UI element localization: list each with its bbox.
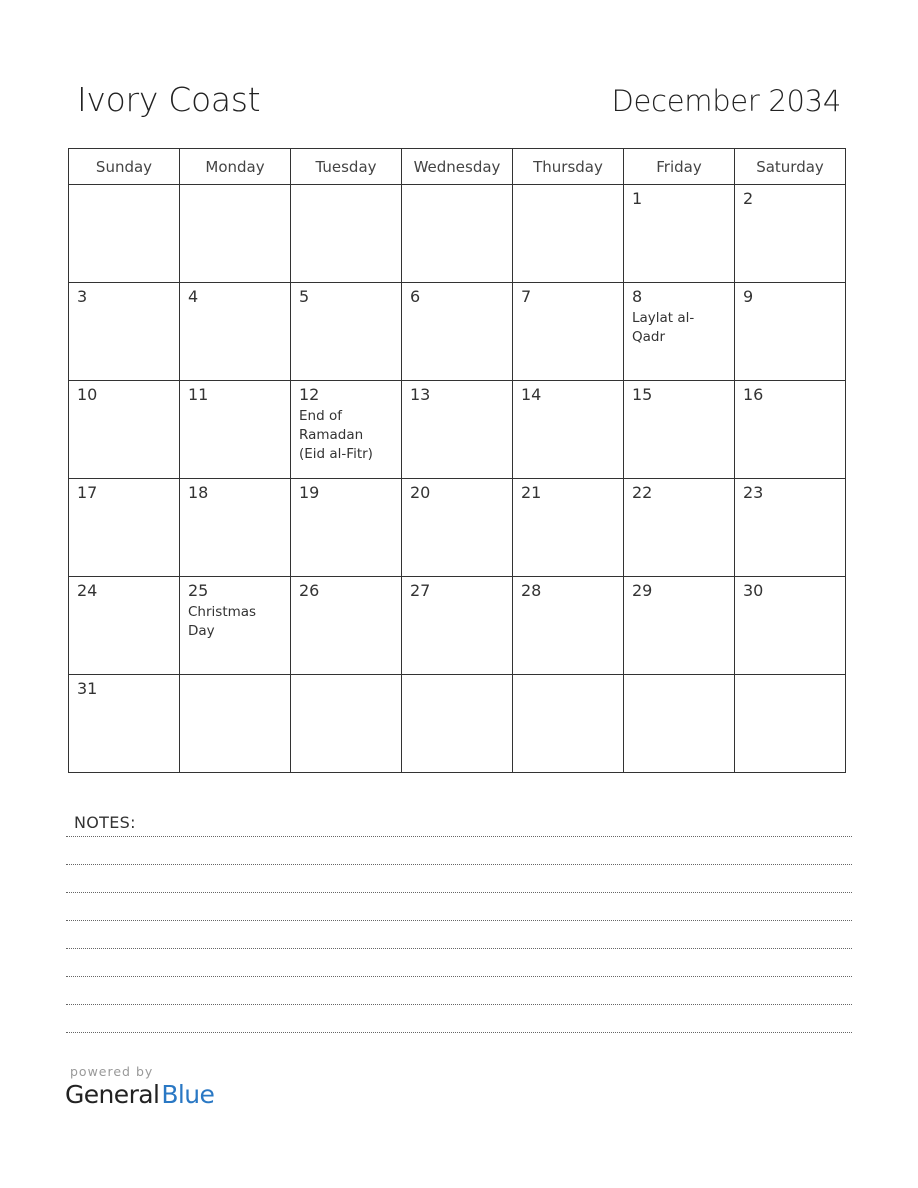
- day-number: 23: [743, 483, 764, 502]
- calendar-week-row: [69, 185, 846, 283]
- calendar-week-row: [69, 675, 846, 773]
- calendar-day-cell: [69, 577, 180, 675]
- day-number: 21: [521, 483, 542, 502]
- holiday-label: End of Ramadan (Eid al-Fitr): [299, 408, 373, 462]
- weekday-header-row: [69, 149, 846, 185]
- calendar-day-cell: [180, 381, 291, 479]
- day-number: 20: [410, 483, 431, 502]
- notes-label: NOTES:: [74, 813, 136, 832]
- day-number: 22: [632, 483, 653, 502]
- calendar-day-cell: [402, 185, 513, 283]
- day-number: 3: [77, 287, 88, 306]
- note-line: [66, 892, 852, 893]
- calendar-day-cell: [513, 675, 624, 773]
- calendar-day-cell: [291, 185, 402, 283]
- weekday-friday: Friday: [624, 149, 735, 185]
- calendar-day-cell: [69, 675, 180, 773]
- calendar-day-cell: [69, 185, 180, 283]
- day-number: 12: [299, 385, 320, 404]
- day-number: 18: [188, 483, 209, 502]
- calendar-day-cell: [291, 675, 402, 773]
- day-number: 24: [77, 581, 98, 600]
- day-number: 16: [743, 385, 764, 404]
- brand-general-text: General: [65, 1080, 160, 1109]
- day-number: 26: [299, 581, 320, 600]
- calendar-day-cell: [513, 577, 624, 675]
- calendar-day-cell: [291, 283, 402, 381]
- calendar-day-cell: [402, 381, 513, 479]
- holiday-label: Laylat al-Qadr: [632, 310, 695, 345]
- brand-blue-text: Blue: [161, 1080, 215, 1109]
- day-number: 19: [299, 483, 320, 502]
- day-number: 13: [410, 385, 431, 404]
- calendar-day-cell: [291, 381, 402, 479]
- calendar-day-cell: [735, 185, 846, 283]
- day-number: 30: [743, 581, 764, 600]
- day-number: 11: [188, 385, 209, 404]
- note-line: [66, 1004, 852, 1005]
- calendar-grid: [68, 148, 846, 773]
- note-line: [66, 836, 852, 837]
- calendar-day-cell: [624, 381, 735, 479]
- calendar-day-cell: [402, 577, 513, 675]
- weekday-sunday: Sunday: [69, 149, 180, 185]
- day-number: 27: [410, 581, 431, 600]
- calendar-day-cell: [513, 185, 624, 283]
- calendar-week-row: [69, 381, 846, 479]
- day-number: 29: [632, 581, 653, 600]
- day-number: 31: [77, 679, 98, 698]
- calendar-day-cell: [291, 577, 402, 675]
- calendar-day-cell: [735, 381, 846, 479]
- note-line: [66, 948, 852, 949]
- day-number: 2: [743, 189, 754, 208]
- day-number: 15: [632, 385, 653, 404]
- calendar-week-row: [69, 479, 846, 577]
- note-line: [66, 864, 852, 865]
- weekday-monday: Monday: [180, 149, 291, 185]
- day-number: 8: [632, 287, 643, 306]
- day-number: 4: [188, 287, 199, 306]
- calendar-day-cell: [735, 479, 846, 577]
- calendar-day-cell: [735, 577, 846, 675]
- calendar-day-cell: [180, 479, 291, 577]
- calendar-day-cell: [624, 577, 735, 675]
- calendar-day-cell: [291, 479, 402, 577]
- note-line: [66, 920, 852, 921]
- calendar-day-cell: [624, 675, 735, 773]
- weekday-wednesday: Wednesday: [402, 149, 513, 185]
- day-number: 25: [188, 581, 209, 600]
- note-line: [66, 1032, 852, 1033]
- calendar-day-cell: [69, 381, 180, 479]
- day-number: 10: [77, 385, 98, 404]
- day-number: 14: [521, 385, 542, 404]
- weekday-tuesday: Tuesday: [291, 149, 402, 185]
- calendar-day-cell: [180, 577, 291, 675]
- calendar-day-cell: [180, 675, 291, 773]
- weekday-saturday: Saturday: [735, 149, 846, 185]
- calendar-week-row: [69, 577, 846, 675]
- day-number: 17: [77, 483, 98, 502]
- powered-by-text: powered by: [70, 1064, 154, 1079]
- calendar-day-cell: [513, 479, 624, 577]
- calendar-day-cell: [402, 675, 513, 773]
- calendar-week-row: [69, 283, 846, 381]
- calendar-day-cell: [735, 675, 846, 773]
- calendar-day-cell: [624, 185, 735, 283]
- holiday-label: Christmas Day: [188, 604, 257, 639]
- calendar-day-cell: [624, 283, 735, 381]
- day-number: 5: [299, 287, 310, 306]
- calendar-day-cell: [402, 283, 513, 381]
- calendar-day-cell: [180, 185, 291, 283]
- calendar-day-cell: [735, 283, 846, 381]
- calendar-day-cell: [513, 283, 624, 381]
- day-number: 7: [521, 287, 532, 306]
- weekday-thursday: Thursday: [513, 149, 624, 185]
- calendar-day-cell: [624, 479, 735, 577]
- day-number: 28: [521, 581, 542, 600]
- country-title: Ivory Coast: [77, 80, 261, 119]
- calendar-day-cell: [69, 283, 180, 381]
- day-number: 6: [410, 287, 421, 306]
- calendar-day-cell: [180, 283, 291, 381]
- note-line: [66, 976, 852, 977]
- day-number: 1: [632, 189, 643, 208]
- generalblue-logo: [65, 1080, 214, 1109]
- day-number: 9: [743, 287, 754, 306]
- calendar-day-cell: [402, 479, 513, 577]
- calendar-day-cell: [69, 479, 180, 577]
- month-year-title: December 2034: [611, 84, 841, 118]
- calendar-day-cell: [513, 381, 624, 479]
